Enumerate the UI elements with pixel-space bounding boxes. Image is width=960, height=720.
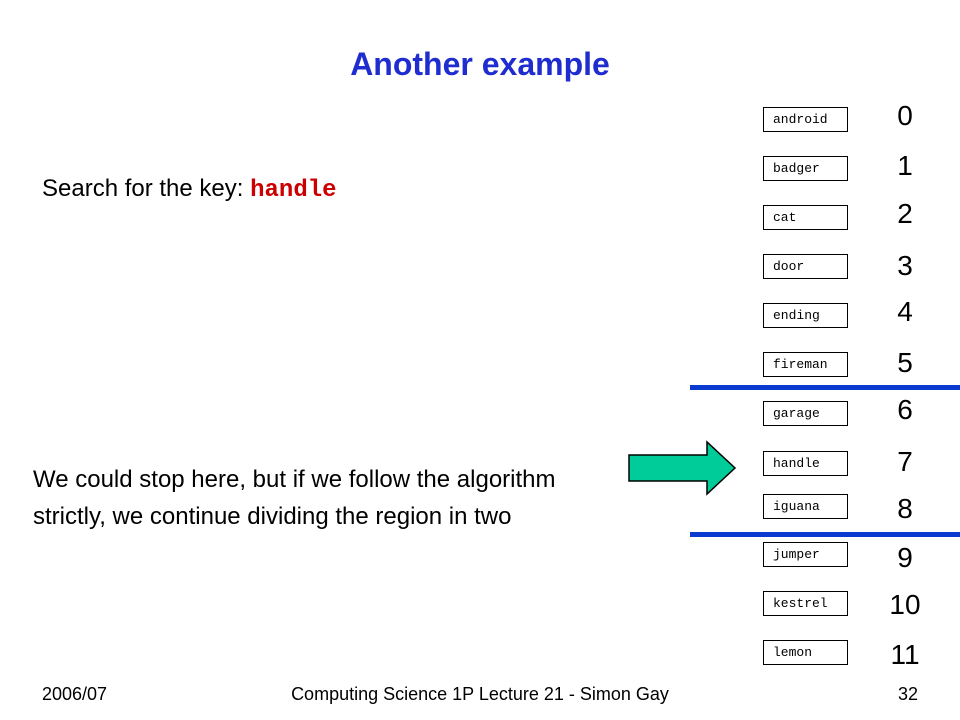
slide-title: Another example: [350, 46, 610, 82]
array-cell-1: badger: [763, 156, 848, 181]
array-cell-6: garage: [763, 401, 848, 426]
array-index-10: 10: [889, 589, 921, 620]
pointer-arrow-icon: [627, 440, 739, 496]
array-index-6: 6: [897, 394, 913, 425]
array-cell-10: kestrel: [763, 591, 848, 616]
array-cell-7: handle: [763, 451, 848, 476]
array-cell-11: lemon: [763, 640, 848, 665]
array-cell-0: android: [763, 107, 848, 132]
search-label: Search for the key:: [42, 175, 244, 202]
array-index-7: 7: [897, 446, 913, 477]
footer-year: 2006/07: [42, 684, 108, 704]
region-divider-lower: [690, 532, 960, 537]
array-cell-3: door: [763, 254, 848, 279]
note-text: We could stop here, but if we follow the algorithm strictly, we continue dividing the region in two: [33, 466, 556, 530]
footer-course: Computing Science 1P Lecture 21 - Simon Gay: [291, 684, 669, 704]
array-cell-2: cat: [763, 205, 848, 230]
array-index-9: 9: [897, 542, 913, 573]
footer-slide-number: 32: [897, 684, 918, 704]
array-cell-4: ending: [763, 303, 848, 328]
array-cell-8: iguana: [763, 494, 848, 519]
array-index-0: 0: [897, 100, 913, 131]
array-index-11: 11: [890, 639, 920, 670]
array-cell-9: jumper: [763, 542, 848, 567]
array-index-3: 3: [897, 250, 913, 281]
array-index-1: 1: [897, 150, 913, 181]
region-divider-upper: [690, 385, 960, 390]
array-cell-5: fireman: [763, 352, 848, 377]
array-index-5: 5: [897, 347, 913, 378]
search-key: handle: [250, 177, 337, 204]
array-index-2: 2: [897, 198, 913, 229]
array-index-4: 4: [897, 296, 913, 327]
array-index-8: 8: [897, 493, 913, 524]
search-instruction: [42, 175, 337, 204]
